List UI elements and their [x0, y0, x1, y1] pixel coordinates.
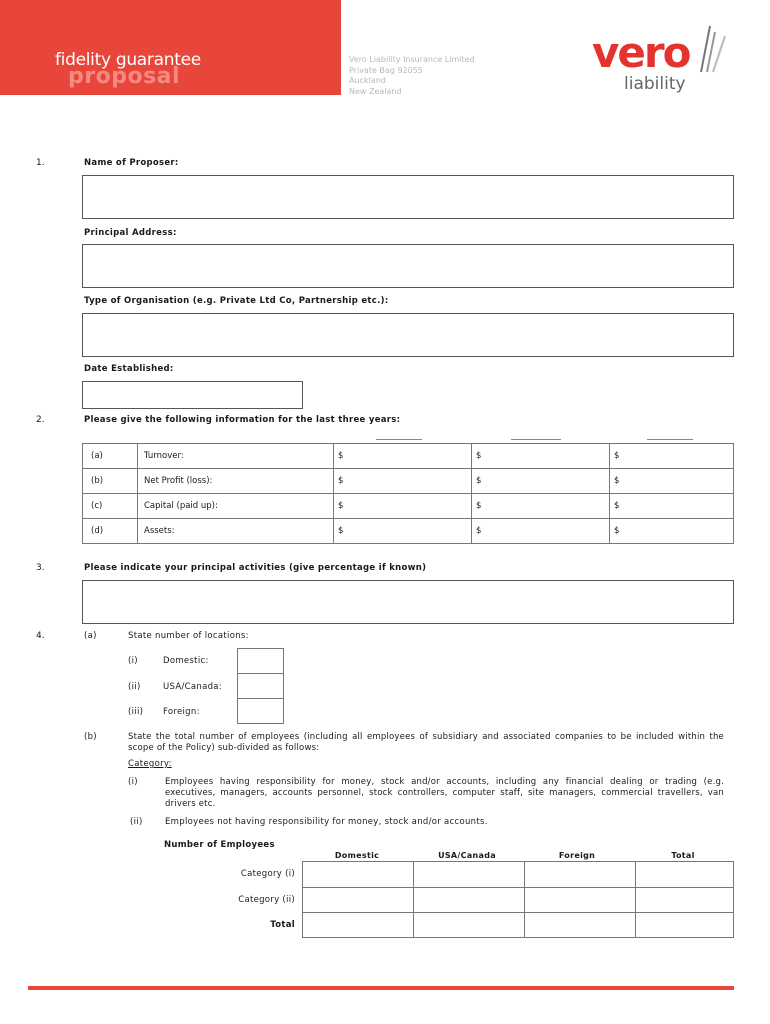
year-3-value-field[interactable]: $: [610, 469, 734, 494]
column-header-usa-canada: USA/Canada: [438, 851, 496, 860]
year-2-value-field[interactable]: $: [472, 469, 610, 494]
employees-cell[interactable]: [525, 888, 636, 913]
employees-cell[interactable]: [414, 862, 525, 888]
year-2-value-field[interactable]: $: [472, 444, 610, 469]
address-line: Auckland: [349, 76, 386, 85]
employees-cell[interactable]: [525, 862, 636, 888]
organisation-type-label: Type of Organisation (e.g. Private Ltd Co, Partnership etc.):: [84, 296, 389, 306]
form-subtitle: proposal: [68, 64, 181, 89]
employees-cell[interactable]: [636, 913, 734, 938]
date-established-label: Date Established:: [84, 364, 174, 374]
year-2-input-line[interactable]: [511, 439, 561, 440]
employees-cell[interactable]: [636, 888, 734, 913]
vero-logo-text: vero: [592, 28, 690, 77]
question-number: 1.: [36, 158, 45, 168]
column-header-total: Total: [671, 851, 695, 860]
question-number: 2.: [36, 415, 45, 425]
year-2-value-field[interactable]: $: [472, 519, 610, 544]
table-row: [83, 469, 734, 494]
year-3-value-field[interactable]: $: [610, 444, 734, 469]
row-letter: (a): [83, 444, 138, 469]
organisation-type-field[interactable]: [82, 313, 734, 357]
employees-cell[interactable]: [303, 862, 414, 888]
foreign-locations-field[interactable]: [237, 698, 284, 724]
proposer-name-field[interactable]: [82, 175, 734, 219]
year-3-value-field[interactable]: $: [610, 519, 734, 544]
principal-activities-label: Please indicate your principal activities (give percentage if known): [84, 563, 427, 573]
employees-cell[interactable]: [414, 913, 525, 938]
row-letter: (c): [83, 494, 138, 519]
footer-rule: [28, 986, 734, 990]
row-label-category-ii: Category (ii): [238, 895, 295, 905]
employees-cell[interactable]: [525, 913, 636, 938]
year-1-value-field[interactable]: $: [334, 494, 472, 519]
employees-cell[interactable]: [636, 862, 734, 888]
address-line: New Zealand: [349, 86, 402, 96]
year-1-value-field[interactable]: $: [334, 444, 472, 469]
foreign-locations-label: Foreign:: [163, 707, 200, 717]
column-header-foreign: Foreign: [558, 851, 596, 860]
date-established-field[interactable]: [82, 381, 303, 409]
domestic-locations-label: Domestic:: [163, 656, 209, 666]
locations-label: State number of locations:: [128, 631, 249, 641]
domestic-locations-field[interactable]: [237, 648, 284, 674]
row-label-total: Total: [270, 920, 295, 930]
section-letter: (a): [84, 631, 97, 641]
row-letter: (d): [83, 519, 138, 544]
year-1-value-field[interactable]: $: [334, 469, 472, 494]
three-years-label: Please give the following information for the last three years:: [84, 415, 401, 425]
table-row: [83, 519, 734, 544]
table-row: [303, 913, 734, 938]
roman-numeral: (i): [128, 656, 138, 666]
employees-cell[interactable]: [303, 888, 414, 913]
table-row: [83, 494, 734, 519]
employees-table: [302, 861, 734, 938]
proposer-name-label: Name of Proposer:: [84, 158, 179, 168]
principal-address-label: Principal Address:: [84, 228, 177, 238]
year-3-input-line[interactable]: [647, 439, 693, 440]
address-line: Private Bag 92055: [349, 65, 423, 75]
roman-numeral: (iii): [128, 707, 144, 717]
address-line: Vero Liability Insurance Limited: [349, 55, 475, 64]
year-3-value-field[interactable]: $: [610, 494, 734, 519]
row-item: Net Profit (loss):: [138, 469, 334, 494]
insurer-address: [349, 55, 475, 97]
row-item: Capital (paid up):: [138, 494, 334, 519]
form-title: fidelity guarantee: [55, 50, 201, 70]
question-number: 3.: [36, 563, 45, 573]
category-ii-description: Employees not having responsibility for money, stock and/or accounts.: [165, 817, 488, 827]
question-number: 4.: [36, 631, 45, 641]
vero-logo-icon: [698, 22, 728, 74]
section-letter: (b): [84, 732, 97, 742]
row-label-category-i: Category (i): [240, 869, 295, 879]
roman-numeral: (ii): [128, 682, 141, 692]
year-1-value-field[interactable]: $: [334, 519, 472, 544]
principal-address-field[interactable]: [82, 244, 734, 288]
employees-instruction: State the total number of employees (including all employees of subsidiary and associated companies to be included within the scope of the Policy) sub-divided as follows:: [128, 732, 724, 753]
row-item: Assets:: [138, 519, 334, 544]
roman-numeral: (ii): [130, 817, 143, 827]
number-of-employees-heading: Number of Employees: [164, 840, 275, 850]
year-1-input-line[interactable]: [376, 439, 422, 440]
category-heading: Category:: [128, 759, 172, 769]
row-item: Turnover:: [138, 444, 334, 469]
column-header-domestic: Domestic: [334, 851, 380, 860]
usa-canada-locations-label: USA/Canada:: [163, 682, 222, 692]
year-2-value-field[interactable]: $: [472, 494, 610, 519]
principal-activities-field[interactable]: [82, 580, 734, 624]
liability-logo-text: liability: [624, 74, 686, 94]
financials-table: [82, 443, 734, 544]
table-row: [303, 862, 734, 888]
row-letter: (b): [83, 469, 138, 494]
table-row: [83, 444, 734, 469]
employees-cell[interactable]: [414, 888, 525, 913]
category-i-description: Employees having responsibility for money, stock and/or accounts, including any financial dealing or trading (e.g. executives, managers, accounts personnel, stock controllers, computer staff, site managers, commercial travellers, van drivers etc.: [165, 777, 724, 809]
usa-canada-locations-field[interactable]: [237, 673, 284, 699]
table-row: [303, 888, 734, 913]
roman-numeral: (i): [128, 777, 138, 787]
employees-cell[interactable]: [303, 913, 414, 938]
